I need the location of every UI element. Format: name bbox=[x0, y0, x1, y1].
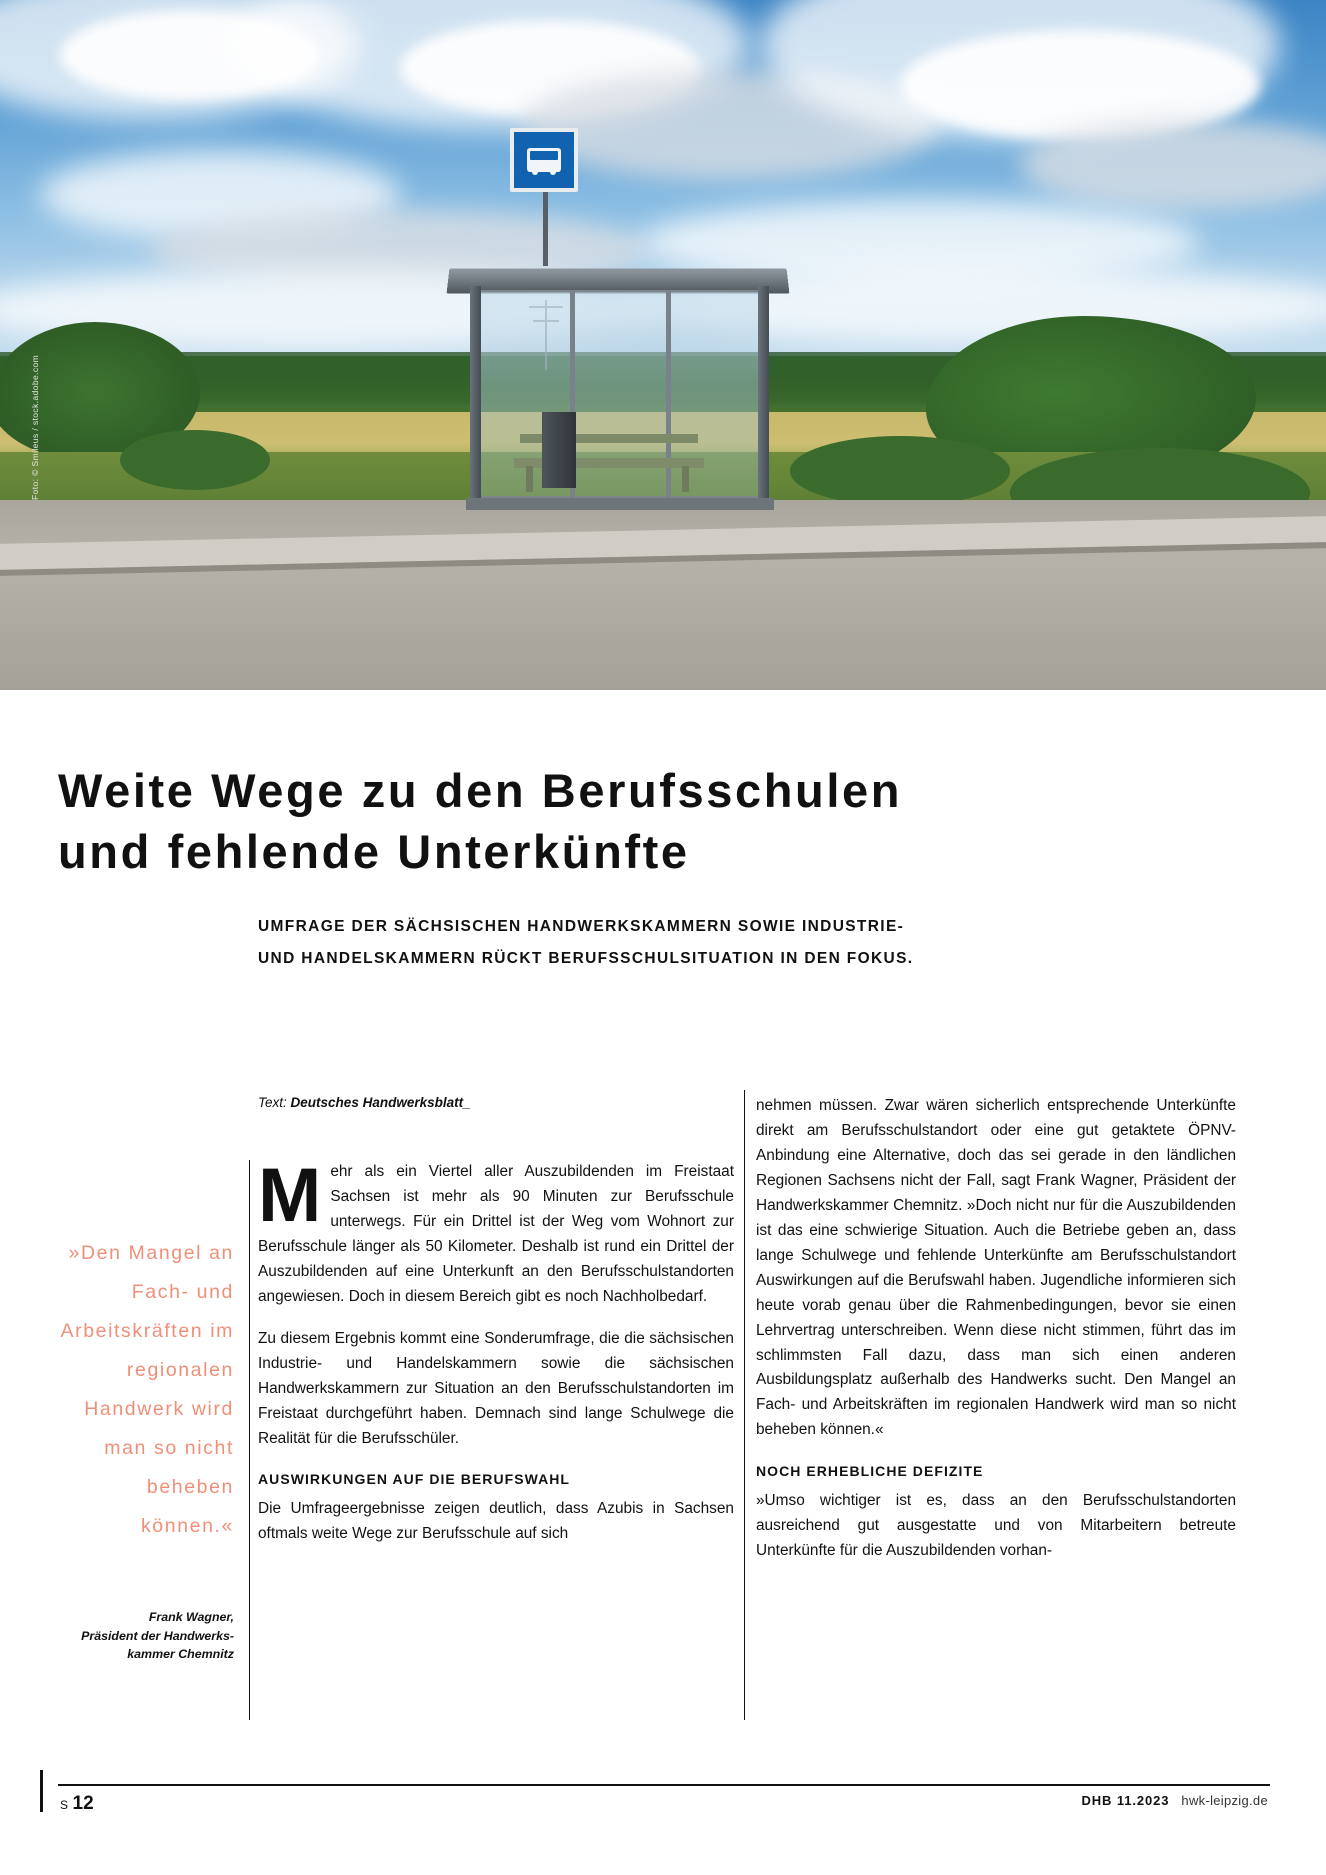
paragraph: nehmen müssen. Zwar wären sicherlich entsprechende Unterkünfte direkt am Berufsschulstandort oder eine gut getaktete ÖPNV-Anbindung eine Alternative, doch das sei gerade in den ländlichen Regionen Sachsens nicht der Fall, sagt Frank Wagner, Präsident der Handwerkskammer Chemnitz. »Doch nicht nur für die Auszubildenden ist das eine schwierige Situation. Auch die Betriebe geben an, dass lange Schulwege und fehlende Unterkünfte am Berufsschulstandort Auswirkungen auf die Berufswahl haben. Jugendliche informieren sich heute vorab genau über die Rahmenbedingungen, bevor sie einen Lehrvertrag unterschreiben. Wenn diese nicht stimmen, führt das im schlimmsten Fall dazu, dass man sich einen anderen Ausbildungsplatz außerhalb des Handwerks sucht. Den Mangel an Fach- und Arbeitskräften im regionalen Handwerk wird man so nicht beheben können.« bbox=[756, 1097, 1236, 1439]
shelter-post-right bbox=[758, 286, 769, 504]
footer-divider bbox=[58, 1784, 1270, 1786]
paragraph-text: ehr als ein Viertel aller Auszubildenden im Freistaat Sachsen ist mehr als 90 Minuten zur Berufsschule unterwegs. Für ein Drittel ist der Weg vom Wohnort zur Berufsschule länger als 50 Kilometer. Deshalb ist rund ein Drittel der Auszubildenden auf eine Unterkunft an den Berufsschulstandorten angewiesen. Doch in diesem Bereich gibt es noch Nachholbedarf. bbox=[258, 1163, 734, 1305]
page-number bbox=[60, 1793, 94, 1815]
subtitle-line-2: UND HANDELSKAMMERN RÜCKT BERUFSSCHULSITUATION IN DEN FOKUS. bbox=[258, 949, 914, 967]
waste-bin bbox=[542, 412, 576, 488]
bush bbox=[120, 430, 270, 490]
bus-stop-sign-icon bbox=[510, 128, 578, 192]
paragraph: Zu diesem Ergebnis kommt eine Sonderumfrage, die die sächsischen Industrie- und Handelskammern sowie die sächsischen Handwerkskammern zur Situation an den Berufsschulstandorten im Freistaat durchgeführt haben. Demnach sind lange Schulwege die Realität für die Berufsschüler. bbox=[258, 1329, 734, 1447]
shelter-base bbox=[466, 498, 774, 510]
bench-leg bbox=[526, 466, 533, 492]
body-column-1 bbox=[258, 1153, 734, 1564]
attribution-role-1: Präsident der Handwerks- bbox=[81, 1628, 234, 1643]
page-prefix: S bbox=[60, 1798, 69, 1812]
footer-meta bbox=[1081, 1793, 1268, 1808]
photo-credit: Foto: © Smileus / stock.adobe.com bbox=[30, 354, 40, 500]
headline-line-2: und fehlende Unterkünfte bbox=[58, 824, 690, 878]
attribution-name: Frank Wagner, bbox=[148, 1610, 234, 1624]
attribution-role-2: kammer Chemnitz bbox=[127, 1647, 234, 1662]
website-label: hwk-leipzig.de bbox=[1181, 1793, 1268, 1808]
issue-label: DHB 11.2023 bbox=[1081, 1793, 1170, 1808]
headline-line-1: Weite Wege zu den Berufsschulen bbox=[58, 764, 903, 818]
sign-pole bbox=[543, 180, 548, 266]
drop-cap: M bbox=[258, 1153, 322, 1238]
section-heading: AUSWIRKUNGEN AUF DIE BERUFSWAHL bbox=[258, 1471, 571, 1488]
body-column-2 bbox=[756, 1094, 1236, 1581]
paragraph: Die Umfrageergebnisse zeigen deutlich, dass Azubis in Sachsen oftmals weite Wege zur Berufsschule auf sich bbox=[258, 1500, 734, 1543]
byline-label: Text: bbox=[258, 1095, 287, 1110]
page-number-value: 12 bbox=[72, 1793, 94, 1814]
byline bbox=[258, 1095, 471, 1110]
page-subtitle bbox=[258, 911, 1118, 975]
paragraph bbox=[258, 1153, 734, 1310]
section-heading: NOCH ERHEBLICHE DEFIZITE bbox=[756, 1463, 984, 1480]
pull-quote-attribution bbox=[58, 1608, 234, 1664]
hero-photo bbox=[0, 0, 1326, 690]
bus-shelter bbox=[448, 252, 788, 552]
paragraph: »Umso wichtiger ist es, dass an den Berufsschulstandorten ausreichend gut ausgestatte und von Mitarbeitern betreute Unterkünfte für die Auszubildenden vorhan- bbox=[756, 1492, 1236, 1559]
bus-glyph bbox=[527, 148, 561, 172]
column-divider-left bbox=[249, 1160, 250, 1720]
page-title bbox=[58, 761, 1238, 881]
pull-quote: »Den Mangel an Fach- und Arbeitskräften im regionalen Handwerk wird man so nicht beheben können.« bbox=[60, 1242, 234, 1537]
shelter-post-left bbox=[470, 286, 481, 504]
bench-leg bbox=[682, 466, 689, 492]
footer-left-mark bbox=[40, 1770, 43, 1812]
bush bbox=[790, 436, 1010, 506]
column-divider-middle bbox=[744, 1090, 745, 1720]
subtitle-line-1: UMFRAGE DER SÄCHSISCHEN HANDWERKSKAMMERN SOWIE INDUSTRIE- bbox=[258, 917, 905, 935]
byline-author: Deutsches Handwerksblatt_ bbox=[290, 1095, 471, 1110]
